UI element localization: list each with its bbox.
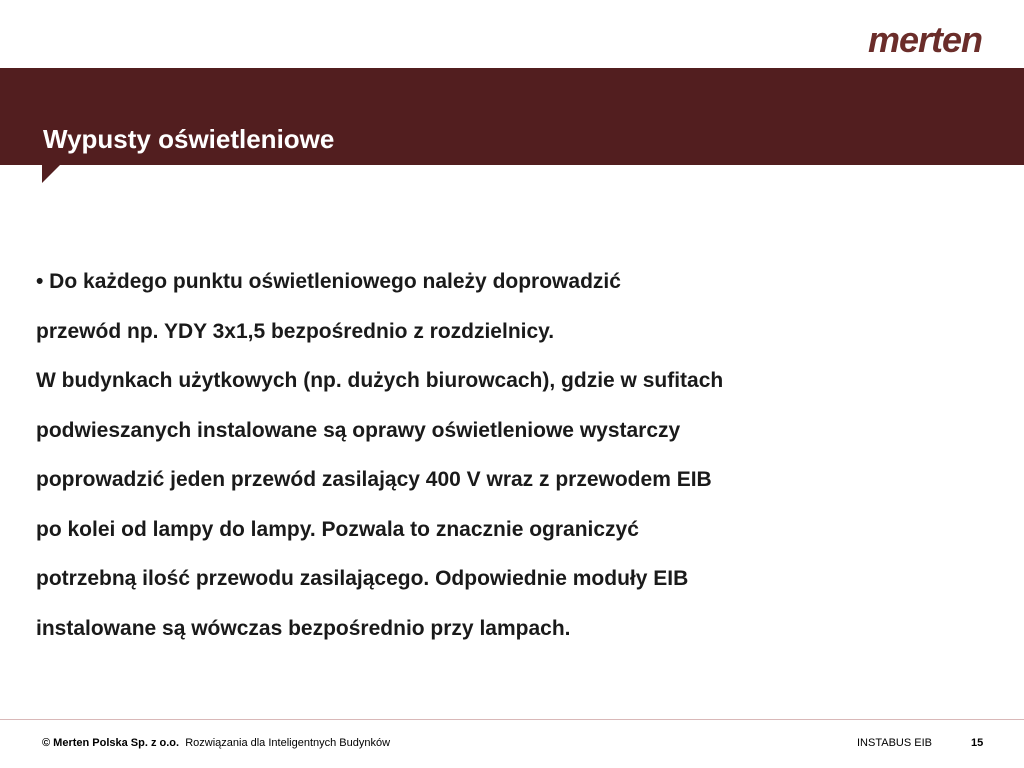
merten-logo: merten xyxy=(867,19,982,60)
footer-tagline: Rozwiązania dla Inteligentnych Budynków xyxy=(185,737,391,749)
footer-product: INSTABUS EIB xyxy=(857,737,932,749)
body-line: po kolei od lampy do lampy. Pozwala to znacznie ograniczyć xyxy=(36,517,639,541)
footer-left xyxy=(42,736,390,750)
body-line: • Do każdego punktu oświetleniowego należy doprowadzić xyxy=(36,270,621,293)
body-line: potrzebną ilość przewodu zasilającego. Odpowiednie moduły EIB xyxy=(36,567,689,590)
footer-company: © Merten Polska Sp. z o.o. xyxy=(42,737,180,749)
footer-divider xyxy=(0,719,1024,720)
body-line: poprowadzić jeden przewód zasilający 400 V wraz z przewodem EIB xyxy=(36,468,712,491)
body-line: W budynkach użytkowych (np. dużych biurowcach), gdzie w sufitach xyxy=(36,369,724,392)
body-line: podwieszanych instalowane są oprawy oświetleniowe wystarczy xyxy=(36,418,681,442)
body-line: instalowane są wówczas bezpośrednio przy lampach. xyxy=(36,616,571,640)
title-bar-notch xyxy=(42,165,60,183)
slide-body xyxy=(36,264,936,660)
page-number: 15 xyxy=(971,737,984,749)
slide-title: Wypusty oświetleniowe xyxy=(43,124,335,154)
body-line: przewód np. YDY 3x1,5 bezpośrednio z rozdzielnicy. xyxy=(36,319,555,343)
